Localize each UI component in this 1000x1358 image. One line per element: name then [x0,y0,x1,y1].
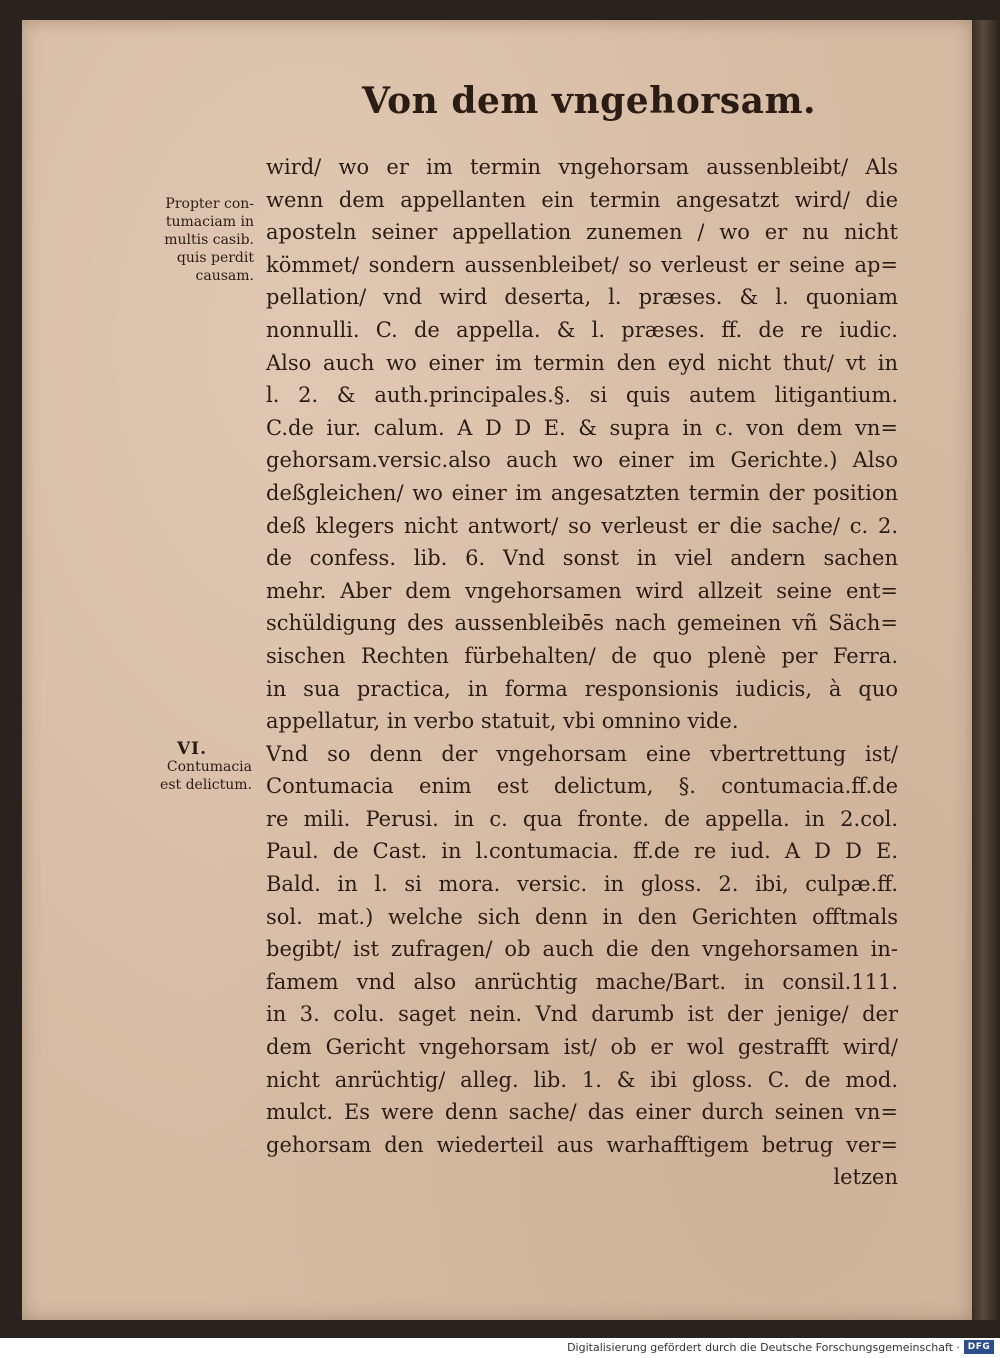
page-edge [972,20,1000,1320]
text-line: sischen Rechten fürbehalten/ de quo plenè per Ferra. [266,643,898,668]
text-line: sol. mat.) welche sich denn in den Gerichten offtmals [266,904,898,929]
text-line: Vnd so denn der vngehorsam eine vbertrettung ist/ [266,741,898,766]
text-line: appellatur, in verbo statuit, vbi omnino vide. [266,709,739,734]
marginal-line: multis casib. [164,232,254,248]
text-line: nonnulli. C. de appella. & l. præses. ff. de re iudic. [266,317,898,342]
text-line: re mili. Perusi. in c. qua fronte. de appella. in 2.col. [266,806,898,831]
text-line: gehorsam.versic.also auch wo einer im Gerichte.) Also [266,448,898,473]
running-head: Von dem vngehorsam. [362,80,817,122]
section-numeral: VI. [176,739,208,759]
text-line: pellation/ vnd wird deserta, l. præses. & l. quoniam [266,285,898,310]
text-line: mulct. Es were denn sache/ das einer durch seinen vn= [266,1100,898,1125]
text-line: C.de iur. calum. A D D E. & supra in c. von dem vn= [266,415,898,440]
footer-bar [0,1338,1000,1358]
marginal-line: causam. [195,268,254,284]
text-line: aposteln seiner appellation zunemen / wo er nu nicht [266,220,898,245]
marginal-note-1 [132,195,254,285]
text-line: begibt/ ist zufragen/ ob auch die den vngehorsamen in- [266,937,898,962]
text-line: Paul. de Cast. in l.contumacia. ff.de re iud. A D D E. [266,839,898,864]
marginal-line: Propter con- [165,196,254,212]
text-line: in sua practica, in forma responsionis iudicis, à quo [266,676,898,701]
marginal-line: quis perdit [176,250,254,266]
text-line: in 3. colu. saget nein. Vnd darumb ist der jenige/ der [266,1002,898,1027]
marginal-line: est delictum. [160,777,252,793]
text-line: Contumacia enim est delictum, §. contumacia.ff.de [266,774,898,799]
text-line: Also auch wo einer im termin den eyd nicht thut/ vt in [266,350,898,375]
text-line: famem vnd also anrüchtig mache/Bart. in consil.111. [266,969,898,994]
text-line: deß klegers nicht antwort/ so verleust er die sache/ c. 2. [266,513,898,538]
marginal-note-2 [132,740,252,794]
text-line: Bald. in l. si mora. versic. in gloss. 2. ibi, culpæ.ff. [266,872,898,897]
book-page [22,20,972,1320]
text-line: nicht anrüchtig/ alleg. lib. 1. & ibi gloss. C. de mod. [266,1067,898,1092]
marginal-line: Contumacia [166,759,252,775]
marginal-line: tumaciam in [165,214,254,230]
text-line: schüldigung des aussenbleibēs nach gemeinen vñ Säch= [266,611,898,636]
text-line: gehorsam den wiederteil aus warhafftigem betrug ver= [266,1132,898,1157]
text-line: kömmet/ sondern aussenbleibet/ so verleust er seine ap= [266,252,898,277]
text-line: wenn dem appellanten ein termin angesatzt wird/ die [266,187,898,212]
text-line: de confess. lib. 6. Vnd sonst in viel andern sachen [266,546,898,571]
text-line: mehr. Aber dem vngehorsamen wird allzeit seine ent= [266,578,898,603]
text-line: dem Gericht vngehorsam ist/ ob er wol gestrafft wird/ [266,1035,898,1060]
text-line: deßgleichen/ wo einer im angesatzten termin der position [266,480,898,505]
body-text [266,151,898,1194]
catchword: letzen [833,1165,898,1190]
text-line: wird/ wo er im termin vngehorsam aussenbleibt/ Als [266,155,898,179]
text-line: l. 2. & auth.principales.§. si quis autem litigantium. [266,383,898,408]
funding-credit: Digitalisierung gefördert durch die Deutsche Forschungsgemeinschaft · [567,1341,960,1354]
dfg-logo: DFG [964,1340,994,1354]
